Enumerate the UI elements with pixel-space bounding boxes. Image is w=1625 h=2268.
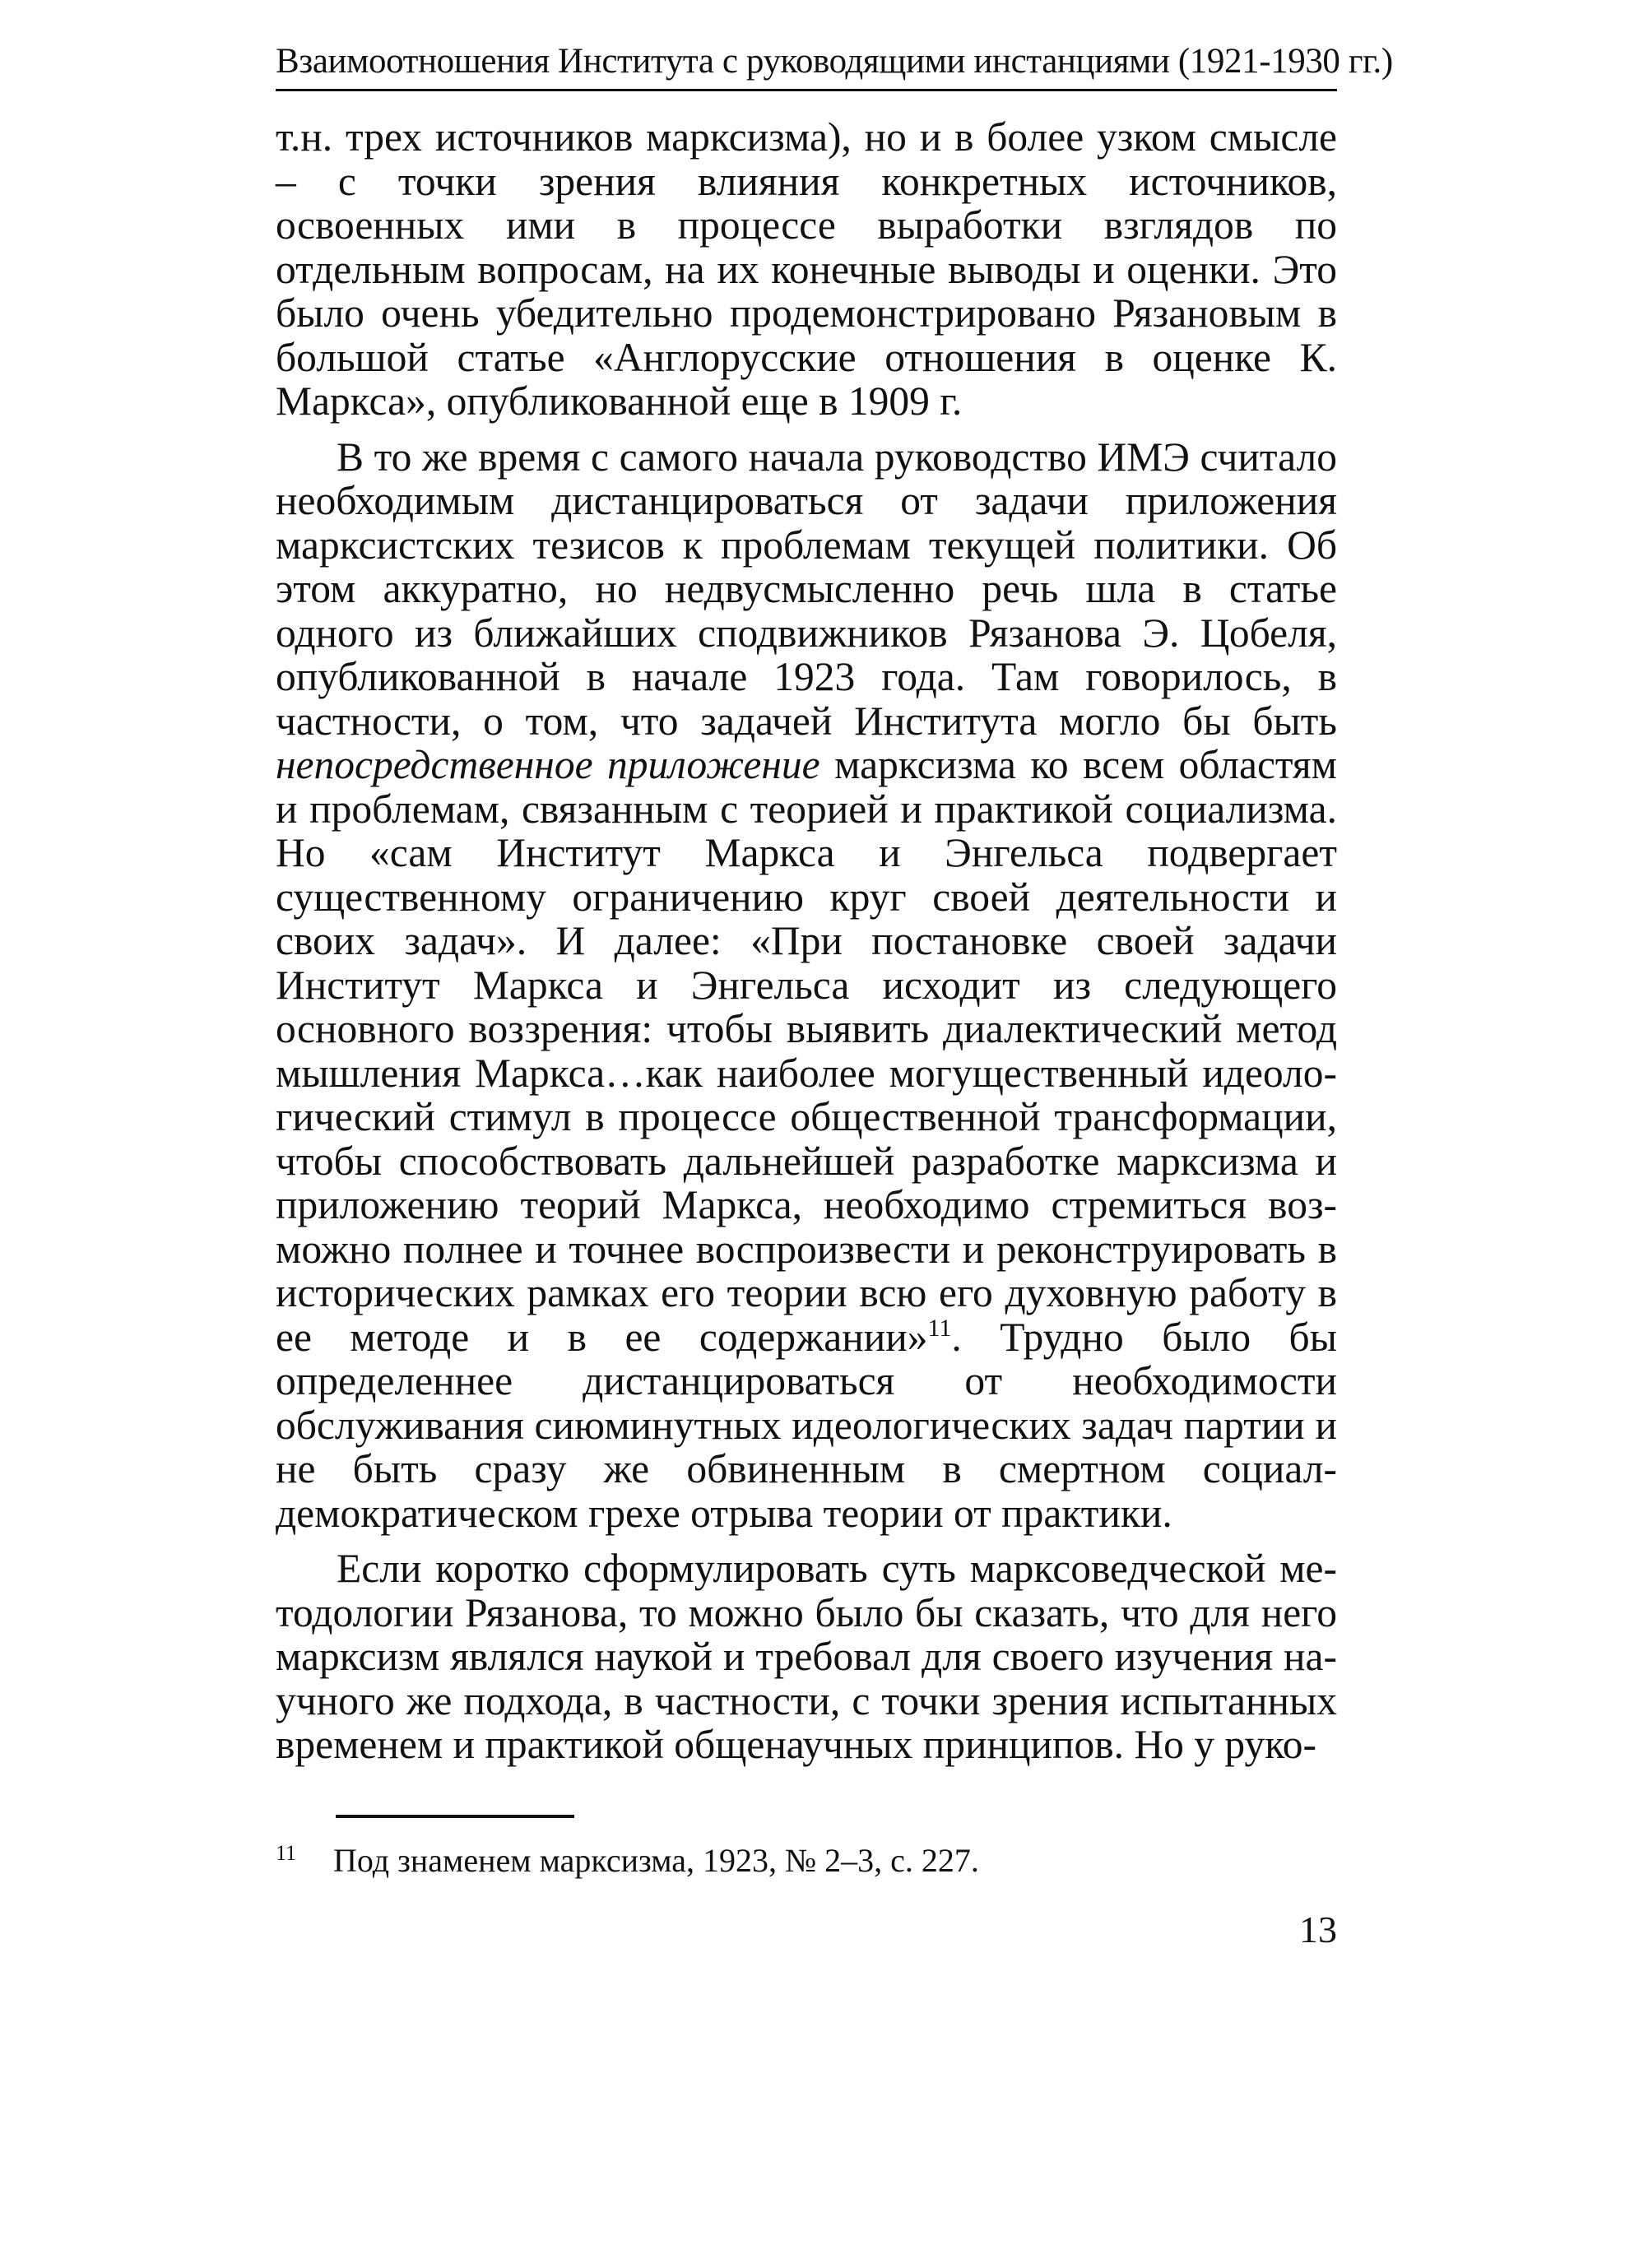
emphasized-phrase: непосредственное приложение — [276, 742, 820, 787]
header-rule — [276, 89, 1337, 91]
paragraph-2-text-middle: марксизма ко всем областям и проблемам, связанным с теорией и практикой социализма. Но «сам Институт Маркса и Энгельса подвергает существенному ограничению круг своей деятельности и своих задач». И далее: «При постановке своей задачи Институт Маркса и Энгельса исходит из следующего основного воззрения: чтобы выявить диалектический метод мышления Маркса…как наиболее могущественный идеологический стимул в процессе общественной трансформации, чтобы способствовать дальнейшей разработке марксизма и приложению теорий Маркса, необходимо стремиться возможно полнее и точнее воспроизвести и реконструировать в исторических рамках его теории всю его духовную работу в ее методе и в ее содержании» — [276, 742, 1337, 1360]
paragraph-2 — [276, 435, 1337, 1536]
footnote-reference: 11 — [927, 1314, 952, 1342]
footnote-rule — [336, 1815, 574, 1818]
footnote-text: Под знаменем марксизма, 1923, № 2–3, с. 227. — [333, 1842, 979, 1879]
paragraph-2-text-start: В то же время с самого начала руководство ИМЭ считало необходимым дистанцироваться от задачи приложения марксистских тезисов к проблемам текущей политики. Об этом аккуратно, но недвусмысленно речь шла в статье одного из ближайших сподвижников Рязанова Э. Цобеля, опубликованной в начале 1923 года. Там говорилось, в частности, о том, что задачей Института могло бы быть — [276, 434, 1337, 744]
running-head: Взаимоотношения Института с руководящими инстанциями (1921-1930 гг.) — [276, 42, 1393, 81]
footnote: 11 Под знаменем марксизма, 1923, № 2–3, с. 227. — [276, 1841, 979, 1879]
paragraph-1: т.н. трех источников марксизма), но и в более узком смысле – с точки зрения влияния конкретных источников, освоенных ими в процессе выработки взглядов по отдельным вопросам, на их конечные выводы и оценки. Это было очень убедительно продемонстрировано Рязановым в большой статье «Англорусские отношения в оценке К. Маркса», опубликованной еще в 1909 г. — [276, 114, 1337, 424]
page-number: 13 — [1299, 1909, 1337, 1950]
paragraph-2-text-end: . Трудно было бы определеннее дистанцироваться от необходимости обслуживания сиюминутных идеологических задач партии и не быть сразу же обвиненным в смертном социал-демократическом грехе отрыва теории от практики. — [276, 1314, 1338, 1536]
main-text — [276, 115, 1337, 1779]
paragraph-3: Если коротко сформулировать суть марксоведческой методологии Рязанова, то можно было бы сказать, что для него марксизм являлся наукой и требовал для своего изучения научного же подхода, в частности, с точки зрения испытанных временем и практикой общенаучных принципов. Но у руко- — [276, 1546, 1337, 1767]
